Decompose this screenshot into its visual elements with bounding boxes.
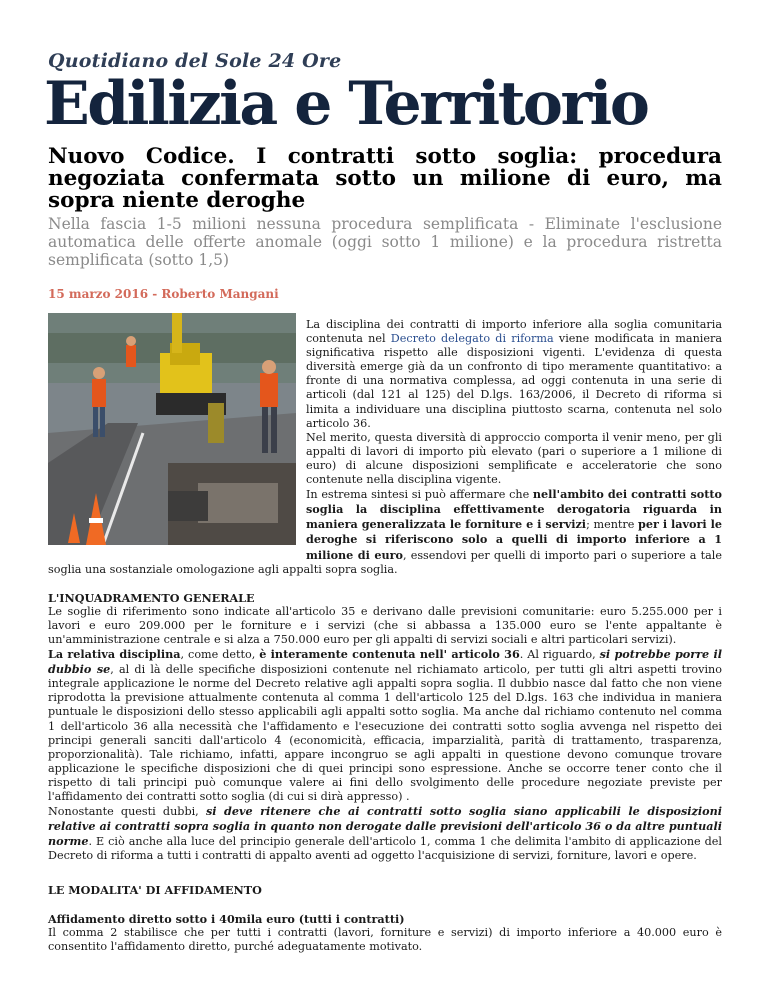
paragraph-intro: La disciplina dei contratti di importo inferiore alla soglia comunitaria contenuta nel Decreto delegato di riforma viene modificata in maniera significativa rispetto alle disposizioni vigenti. L'evidenza di questa diversità emerge già da un confronto di tipo meramente quantitativo: a fronte di una normativa complessa, ad oggi contenuta in una serie di articoli (dal 121 al 125) del D.lgs. 163/2006, il Decreto di riforma si limita a individuare una disciplina piuttosto scarna, contenuta nel solo articolo 36.: [306, 318, 723, 430]
section-heading-modalita: LE MODALITA' DI AFFIDAMENTO: [48, 883, 262, 898]
newspaper-tagline: Quotidiano del Sole 24 Ore: [48, 50, 342, 72]
photo-float-spacer: [48, 318, 306, 552]
paragraph-affidamento-diretto: Il comma 2 stabilisce che per tutti i contratti (lavori, forniture e servizi) di importo inferiore a 40.000 euro è consentito l'affidamento diretto, purché adeguatamente motivato.: [48, 925, 722, 953]
paragraph-merito: Nel merito, questa diversità di approccio comporta il venir meno, per gli appalti di lavori di importo più elevato (pari o superiore a 1 milione di euro) di alcune disposizioni semplificate e acceleratorie che sono contenute nella disciplina vigente.: [306, 430, 722, 487]
masthead-logo[interactable]: Edilizia e Territorio: [44, 69, 648, 139]
article-body: [48, 318, 722, 954]
section-heading-inquadramento: L'INQUADRAMENTO GENERALE: [48, 590, 255, 605]
paragraph-soglie: Le soglie di riferimento sono indicate all'articolo 35 e derivano dalle previsioni comunitarie: euro 5.255.000 per i lavori e euro 209.000 per le forniture e i servizi (che si abbassa a 135.000 euro se l'ente appaltante è un'amministrazione centrale e si alza a 750.000 euro per gli appalti di servizi sociali e altri particolari servizi).: [48, 604, 722, 646]
subheading-affidamento-diretto: Affidamento diretto sotto i 40mila euro (tutti i contratti): [48, 911, 405, 926]
decreto-link[interactable]: Decreto delegato di riforma: [390, 332, 554, 346]
article-author: Roberto Mangani: [161, 287, 279, 301]
dateline-separator: -: [148, 287, 162, 301]
article-subtitle: Nella fascia 1-5 milioni nessuna procedura semplificata - Eliminate l'esclusione automatica delle offerte anomale (oggi sotto 1 milione) e la procedura ristretta semplificata (sotto 1,5): [48, 215, 722, 269]
paragraph-dubbi: Nonostante questi dubbi, si deve ritenere che ai contratti sotto soglia siano applicabili le disposizioni relative ai contratti sopra soglia in quanto non derogate dalle previsioni dell'articolo 36 o da altre puntuali norme. E ciò anche alla luce del principio generale dell'articolo 1, comma 1 che delimita l'ambito di applicazione del Decreto di riforma a tutti i contratti di appalto aventi ad oggetto l'acquisizione di servizi, forniture, lavori e opere.: [48, 804, 722, 863]
article-title: Nuovo Codice. I contratti sotto soglia: procedura negoziata confermata sotto un milione di euro, ma sopra niente deroghe: [48, 144, 722, 213]
article-dateline: [48, 287, 279, 301]
paragraph-disciplina: La relativa disciplina, come detto, è interamente contenuta nell' articolo 36. Al riguardo, si potrebbe porre il dubbio se, al di là delle specifiche disposizioni contenute nel richiamato articolo, per tutti gli altri aspetti trovino integrale applicazione le norme del Decreto relative agli appalti sopra soglia. Il dubbio nasce dal fatto che non viene riprodotta la previsione attualmente contenuta al comma 1 dell'articolo 125 del D.lgs. 163 che individua in maniera puntuale le disposizioni dello stesso applicabili agli appalti sotto soglia. Ma anche dal richiamo contenuto nel comma 1 dell'articolo 36 alla necessità che l'affidamento e l'esecuzione dei contratti sotto soglia avvenga nel rispetto dei principi generali sanciti dall'articolo 4 (economicità, efficacia, imparzialità, parità di trattamento, trasparenza, proporzionalità). Tale richiamo, infatti, appare incongruo se agli appalti in questione devono comunque trovare applicazione le specifiche disposizioni che di quei principi sono espressione. Anche se occorre tener conto che il rispetto di tali principi può comunque valere ai fini dello svolgimento delle procedure negoziate previste per l'affidamento dei contratti sotto soglia (di cui si dirà appresso) .: [48, 647, 722, 803]
article-date: 15 marzo 2016: [48, 287, 149, 301]
paragraph-sintesi: In estrema sintesi si può affermare che nell'ambito dei contratti sotto soglia la disciplina effettivamente derogatoria riguarda in maniera generalizzata le forniture e i servizi; mentre per i lavori le deroghe si riferiscono solo a quelli di importo inferiore a 1 milione di euro, essendovi per quelli di importo pari o superiore a tale soglia una sostanziale omologazione agli appalti sopra soglia.: [48, 487, 723, 576]
